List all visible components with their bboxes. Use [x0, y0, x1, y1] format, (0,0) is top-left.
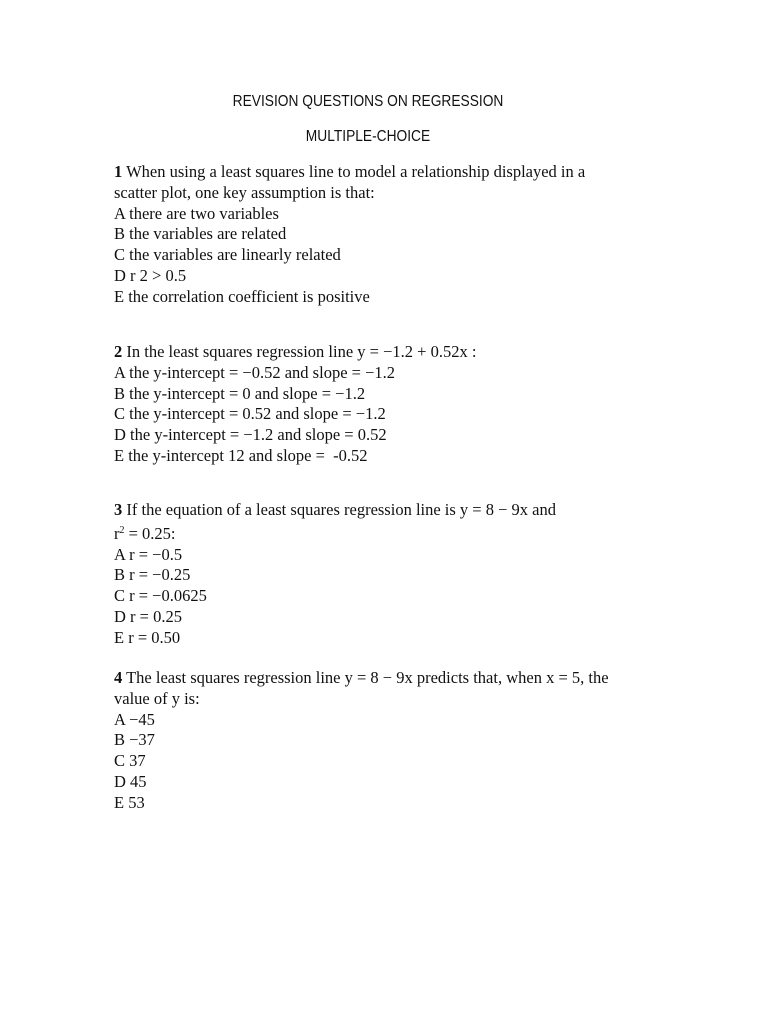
question-4-number: 4 — [114, 668, 123, 687]
question-2 — [114, 342, 674, 467]
question-2-stem-text-1: In the least squares regression line y = −1.2 + 0.52x : — [126, 342, 477, 361]
question-2-option-a: A the y-intercept = −0.52 and slope = −1.2 — [114, 362, 395, 382]
question-3-option-b: B r = −0.25 — [114, 565, 191, 585]
question-2-number: 2 — [114, 342, 123, 361]
question-3-stem-line-1 — [114, 500, 674, 521]
document-title: REVISION QUESTIONS ON REGRESSION — [232, 93, 504, 110]
question-4-option-b: B −37 — [114, 730, 155, 750]
question-3-stem-text-1: If the equation of a least squares regression line is y = 8 − 9x and — [126, 500, 556, 519]
question-2-option-c: C the y-intercept = 0.52 and slope = −1.2 — [114, 404, 386, 424]
question-2-option-b: B the y-intercept = 0 and slope = −1.2 — [114, 383, 366, 403]
question-3-option-a: A r = −0.5 — [114, 544, 183, 564]
question-1-option-d: D r 2 > 0.5 — [114, 265, 187, 285]
question-2-option-d: D the y-intercept = −1.2 and slope = 0.52 — [114, 425, 387, 445]
question-3-superscript: 2 — [119, 524, 125, 536]
question-1-option-c: C the variables are linearly related — [114, 245, 341, 265]
document-subtitle: MULTIPLE-CHOICE — [305, 128, 431, 145]
question-3-stem-line-2 — [114, 521, 674, 545]
question-4-option-e: E 53 — [114, 792, 145, 812]
question-1-option-e: E the correlation coefficient is positive — [114, 286, 370, 306]
question-1-option-b: B the variables are related — [114, 224, 287, 244]
question-3-stem-rest: = 0.25: — [124, 523, 176, 543]
question-4-stem-text-1: The least squares regression line y = 8 − 9x predicts that, when x = 5, the — [126, 668, 609, 687]
question-3-option-e: E r = 0.50 — [114, 627, 181, 647]
question-2-option-e: E the y-intercept 12 and slope = -0.52 — [114, 445, 368, 465]
question-3-option-c: C r = −0.0625 — [114, 586, 207, 606]
question-1-stem-text-1: When using a least squares line to model a relationship displayed in a — [126, 162, 586, 181]
question-4-option-d: D 45 — [114, 771, 147, 791]
question-1 — [114, 162, 674, 308]
question-1-stem-line-2: scatter plot, one key assumption is that: — [114, 182, 375, 202]
question-3-r-symbol: r — [114, 523, 120, 543]
question-1-number: 1 — [114, 162, 123, 181]
question-3 — [114, 500, 674, 649]
question-3-number: 3 — [114, 500, 123, 519]
question-4-stem-line-2: value of y is: — [114, 688, 200, 708]
question-4 — [114, 668, 674, 814]
question-4-option-c: C 37 — [114, 751, 146, 771]
question-4-stem-line-1 — [114, 668, 674, 689]
question-1-option-a: A there are two variables — [114, 203, 279, 223]
question-2-stem-line-1 — [114, 342, 674, 363]
question-1-stem-line-1 — [114, 162, 674, 183]
question-4-option-a: A −45 — [114, 709, 155, 729]
question-3-option-d: D r = 0.25 — [114, 606, 182, 626]
